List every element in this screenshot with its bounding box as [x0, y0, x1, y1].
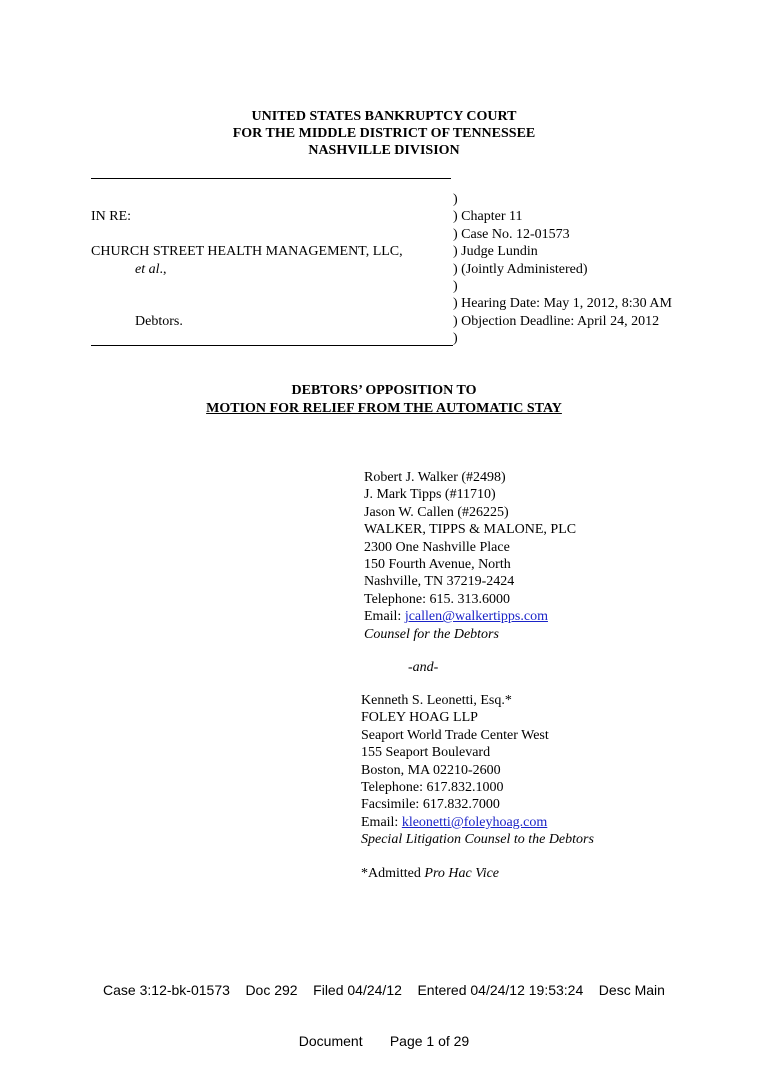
footer-case-line: Case 3:12-bk-01573 Doc 292 Filed 04/24/12 Entered 04/24/12 19:53:24 Desc Main	[103, 982, 665, 998]
address-line: Boston, MA 02210-2600	[361, 762, 501, 778]
email-link[interactable]: kleonetti@foleyhoag.com	[401, 814, 548, 830]
and-separator: -and-	[408, 660, 439, 675]
counsel-block-special	[361, 692, 594, 849]
email-label: Email:	[361, 814, 402, 830]
pro-hac-vice: Pro Hac Vice	[424, 866, 500, 881]
page-footer	[0, 948, 768, 1067]
email-link[interactable]: jcallen@walkertipps.com	[404, 609, 548, 625]
email-line	[361, 814, 594, 831]
title-line-2: MOTION FOR RELIEF FROM THE AUTOMATIC STAY	[206, 401, 562, 416]
court-name: UNITED STATES BANKRUPTCY COURT	[251, 109, 517, 124]
caption-right-line: )	[453, 278, 458, 294]
address-line: 2300 One Nashville Place	[364, 539, 510, 555]
caption-bottom-rule	[91, 345, 453, 346]
address-line: Seaport World Trade Center West	[361, 727, 549, 743]
facsimile-line: Facsimile: 617.832.7000	[361, 797, 500, 813]
firm-name: FOLEY HOAG LLP	[361, 710, 478, 726]
jointly-administered-line: ) (Jointly Administered)	[453, 261, 588, 277]
counsel-line: Jason W. Callen (#26225)	[364, 504, 509, 520]
telephone-line: Telephone: 615. 313.6000	[364, 591, 510, 607]
email-line	[364, 608, 576, 625]
court-division: NASHVILLE DIVISION	[308, 143, 460, 158]
debtor-name: CHURCH STREET HEALTH MANAGEMENT, LLC,	[91, 244, 403, 259]
document-title	[0, 382, 768, 418]
telephone-line: Telephone: 617.832.1000	[361, 779, 504, 795]
admitted-note	[361, 865, 499, 882]
caption-right-line: )	[453, 192, 458, 207]
court-heading	[0, 108, 768, 159]
footer-page-line: Document Page 1 of 29	[298, 1033, 470, 1049]
address-line: 155 Seaport Boulevard	[361, 745, 491, 761]
caption-top-rule	[91, 178, 451, 179]
title-line-1: DEBTORS’ OPPOSITION TO	[291, 383, 477, 398]
email-label: Email:	[364, 609, 405, 625]
et-al-suffix: .,	[159, 262, 167, 277]
counsel-line: Robert J. Walker (#2498)	[364, 470, 506, 485]
counsel-role: Counsel for the Debtors	[364, 626, 499, 642]
counsel-line: J. Mark Tipps (#11710)	[364, 487, 496, 503]
counsel-block-primary	[364, 469, 576, 643]
address-line: Nashville, TN 37219-2424	[364, 574, 515, 590]
court-district: FOR THE MIDDLE DISTRICT OF TENNESSEE	[232, 126, 536, 141]
hearing-date-line: ) Hearing Date: May 1, 2012, 8:30 AM	[453, 296, 672, 312]
firm-name: WALKER, TIPPS & MALONE, PLC	[364, 522, 577, 538]
counsel-role: Special Litigation Counsel to the Debtors	[361, 832, 594, 848]
address-line: 150 Fourth Avenue, North	[364, 556, 511, 572]
et-al-text: et al	[135, 262, 160, 277]
case-number-line: ) Case No. 12-01573	[453, 226, 570, 242]
chapter-line: ) Chapter 11	[453, 209, 523, 225]
admitted-prefix: *Admitted	[361, 866, 425, 881]
objection-deadline-line: ) Objection Deadline: April 24, 2012	[453, 313, 660, 329]
caption-right-line: )	[453, 331, 458, 347]
in-re-label: IN RE:	[91, 209, 132, 224]
judge-line: ) Judge Lundin	[453, 244, 538, 260]
counsel-line: Kenneth S. Leonetti, Esq.*	[361, 693, 512, 708]
et-al	[135, 261, 167, 278]
debtors-label: Debtors.	[135, 314, 183, 329]
caption-right-column	[453, 191, 672, 348]
